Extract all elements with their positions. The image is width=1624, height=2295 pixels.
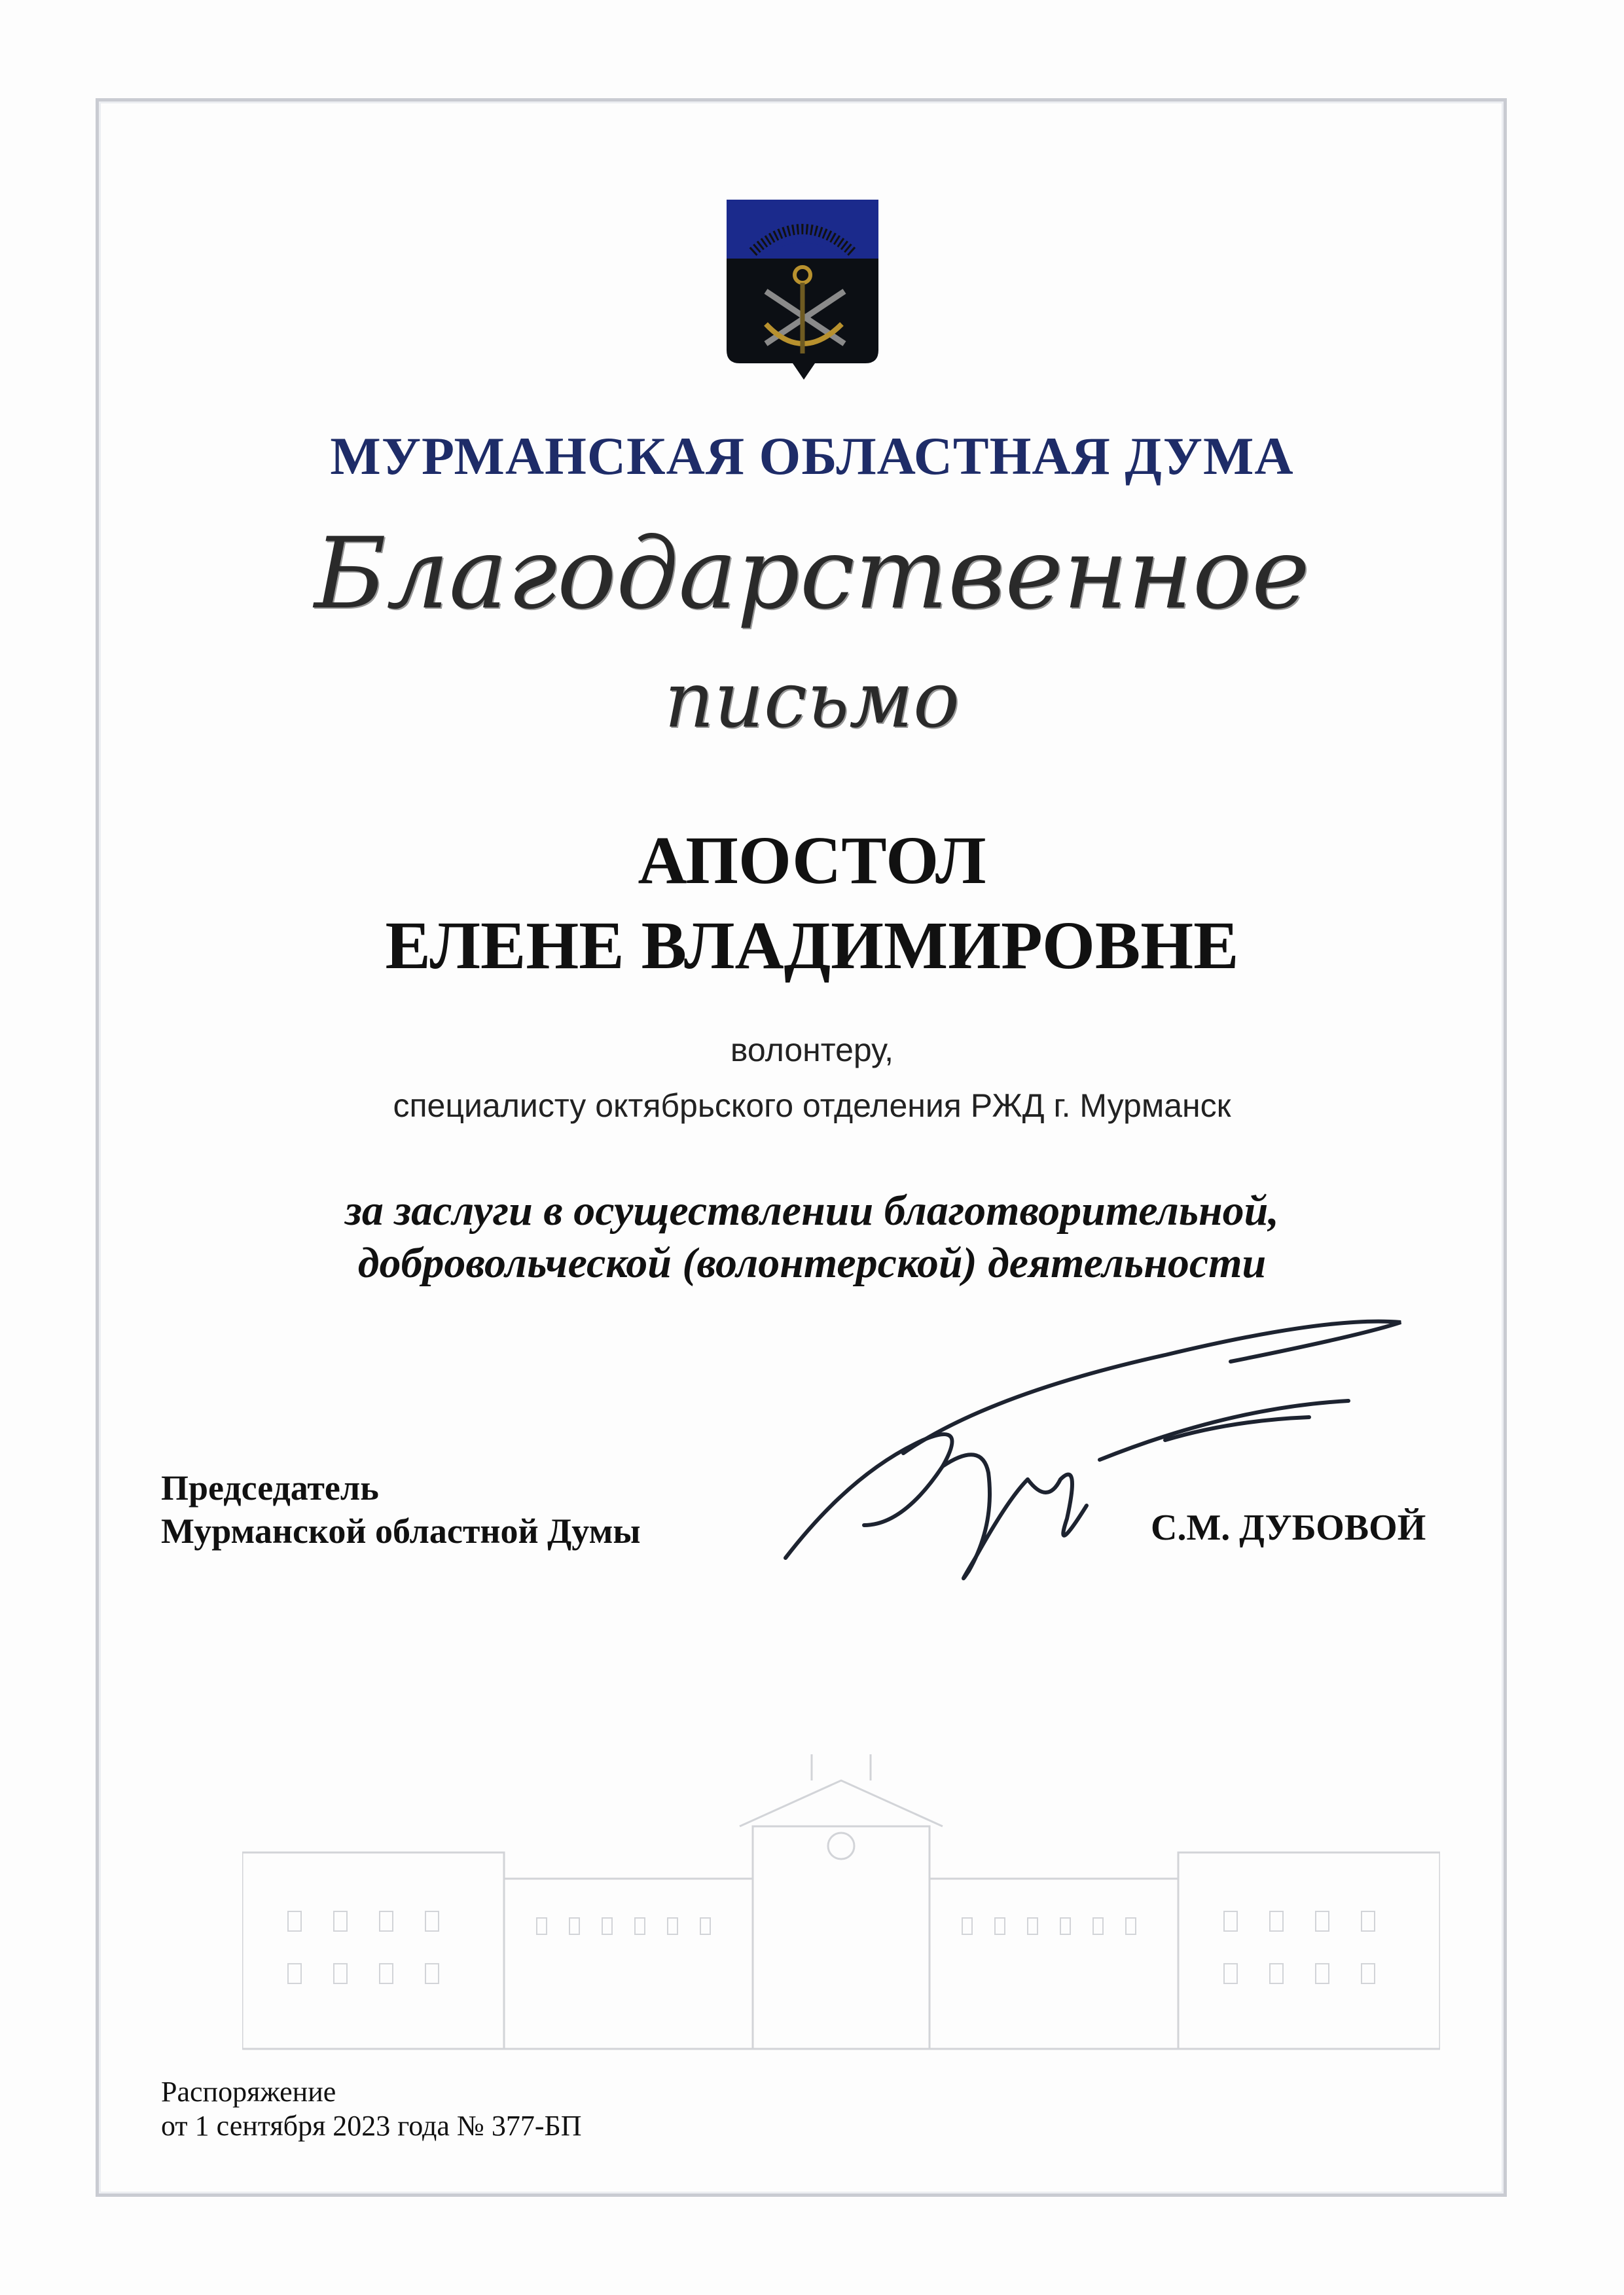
document-title-line2: письмо — [664, 655, 960, 745]
order-label: Распоряжение — [161, 2076, 336, 2108]
order-date-number: от 1 сентября 2023 года № 377-БП — [161, 2110, 582, 2142]
coat-of-arms-emblem — [727, 200, 881, 383]
recipient-position: специалисту октябрьского отделения РЖД г. Мурманск — [393, 1087, 1231, 1124]
document-title-line1: Благодарственное — [314, 517, 1310, 631]
duma-building-watermark — [242, 1754, 1440, 2055]
order-reference — [161, 2075, 582, 2143]
signatory-title — [161, 1466, 641, 1553]
recipient-given-names: ЕЛЕНЕ ВЛАДИМИРОВНЕ — [385, 908, 1239, 983]
merit-line2: добровольческой (волонтерской) деятельности — [357, 1239, 1267, 1287]
handwritten-signature — [772, 1309, 1414, 1604]
signatory-title-line1: Председатель — [161, 1468, 379, 1508]
merit-line1: за заслуги в осуществлении благотворительной, — [345, 1187, 1279, 1235]
recipient-surname: АПОСТОЛ — [638, 823, 986, 898]
recipient-role: волонтеру, — [730, 1032, 894, 1068]
signatory-name: С.М. ДУБОВОЙ — [1151, 1508, 1426, 1548]
signatory-title-line2: Мурманской областной Думы — [161, 1511, 641, 1551]
organization-title: МУРМАНСКАЯ ОБЛАСТНАЯ ДУМА — [330, 426, 1294, 486]
